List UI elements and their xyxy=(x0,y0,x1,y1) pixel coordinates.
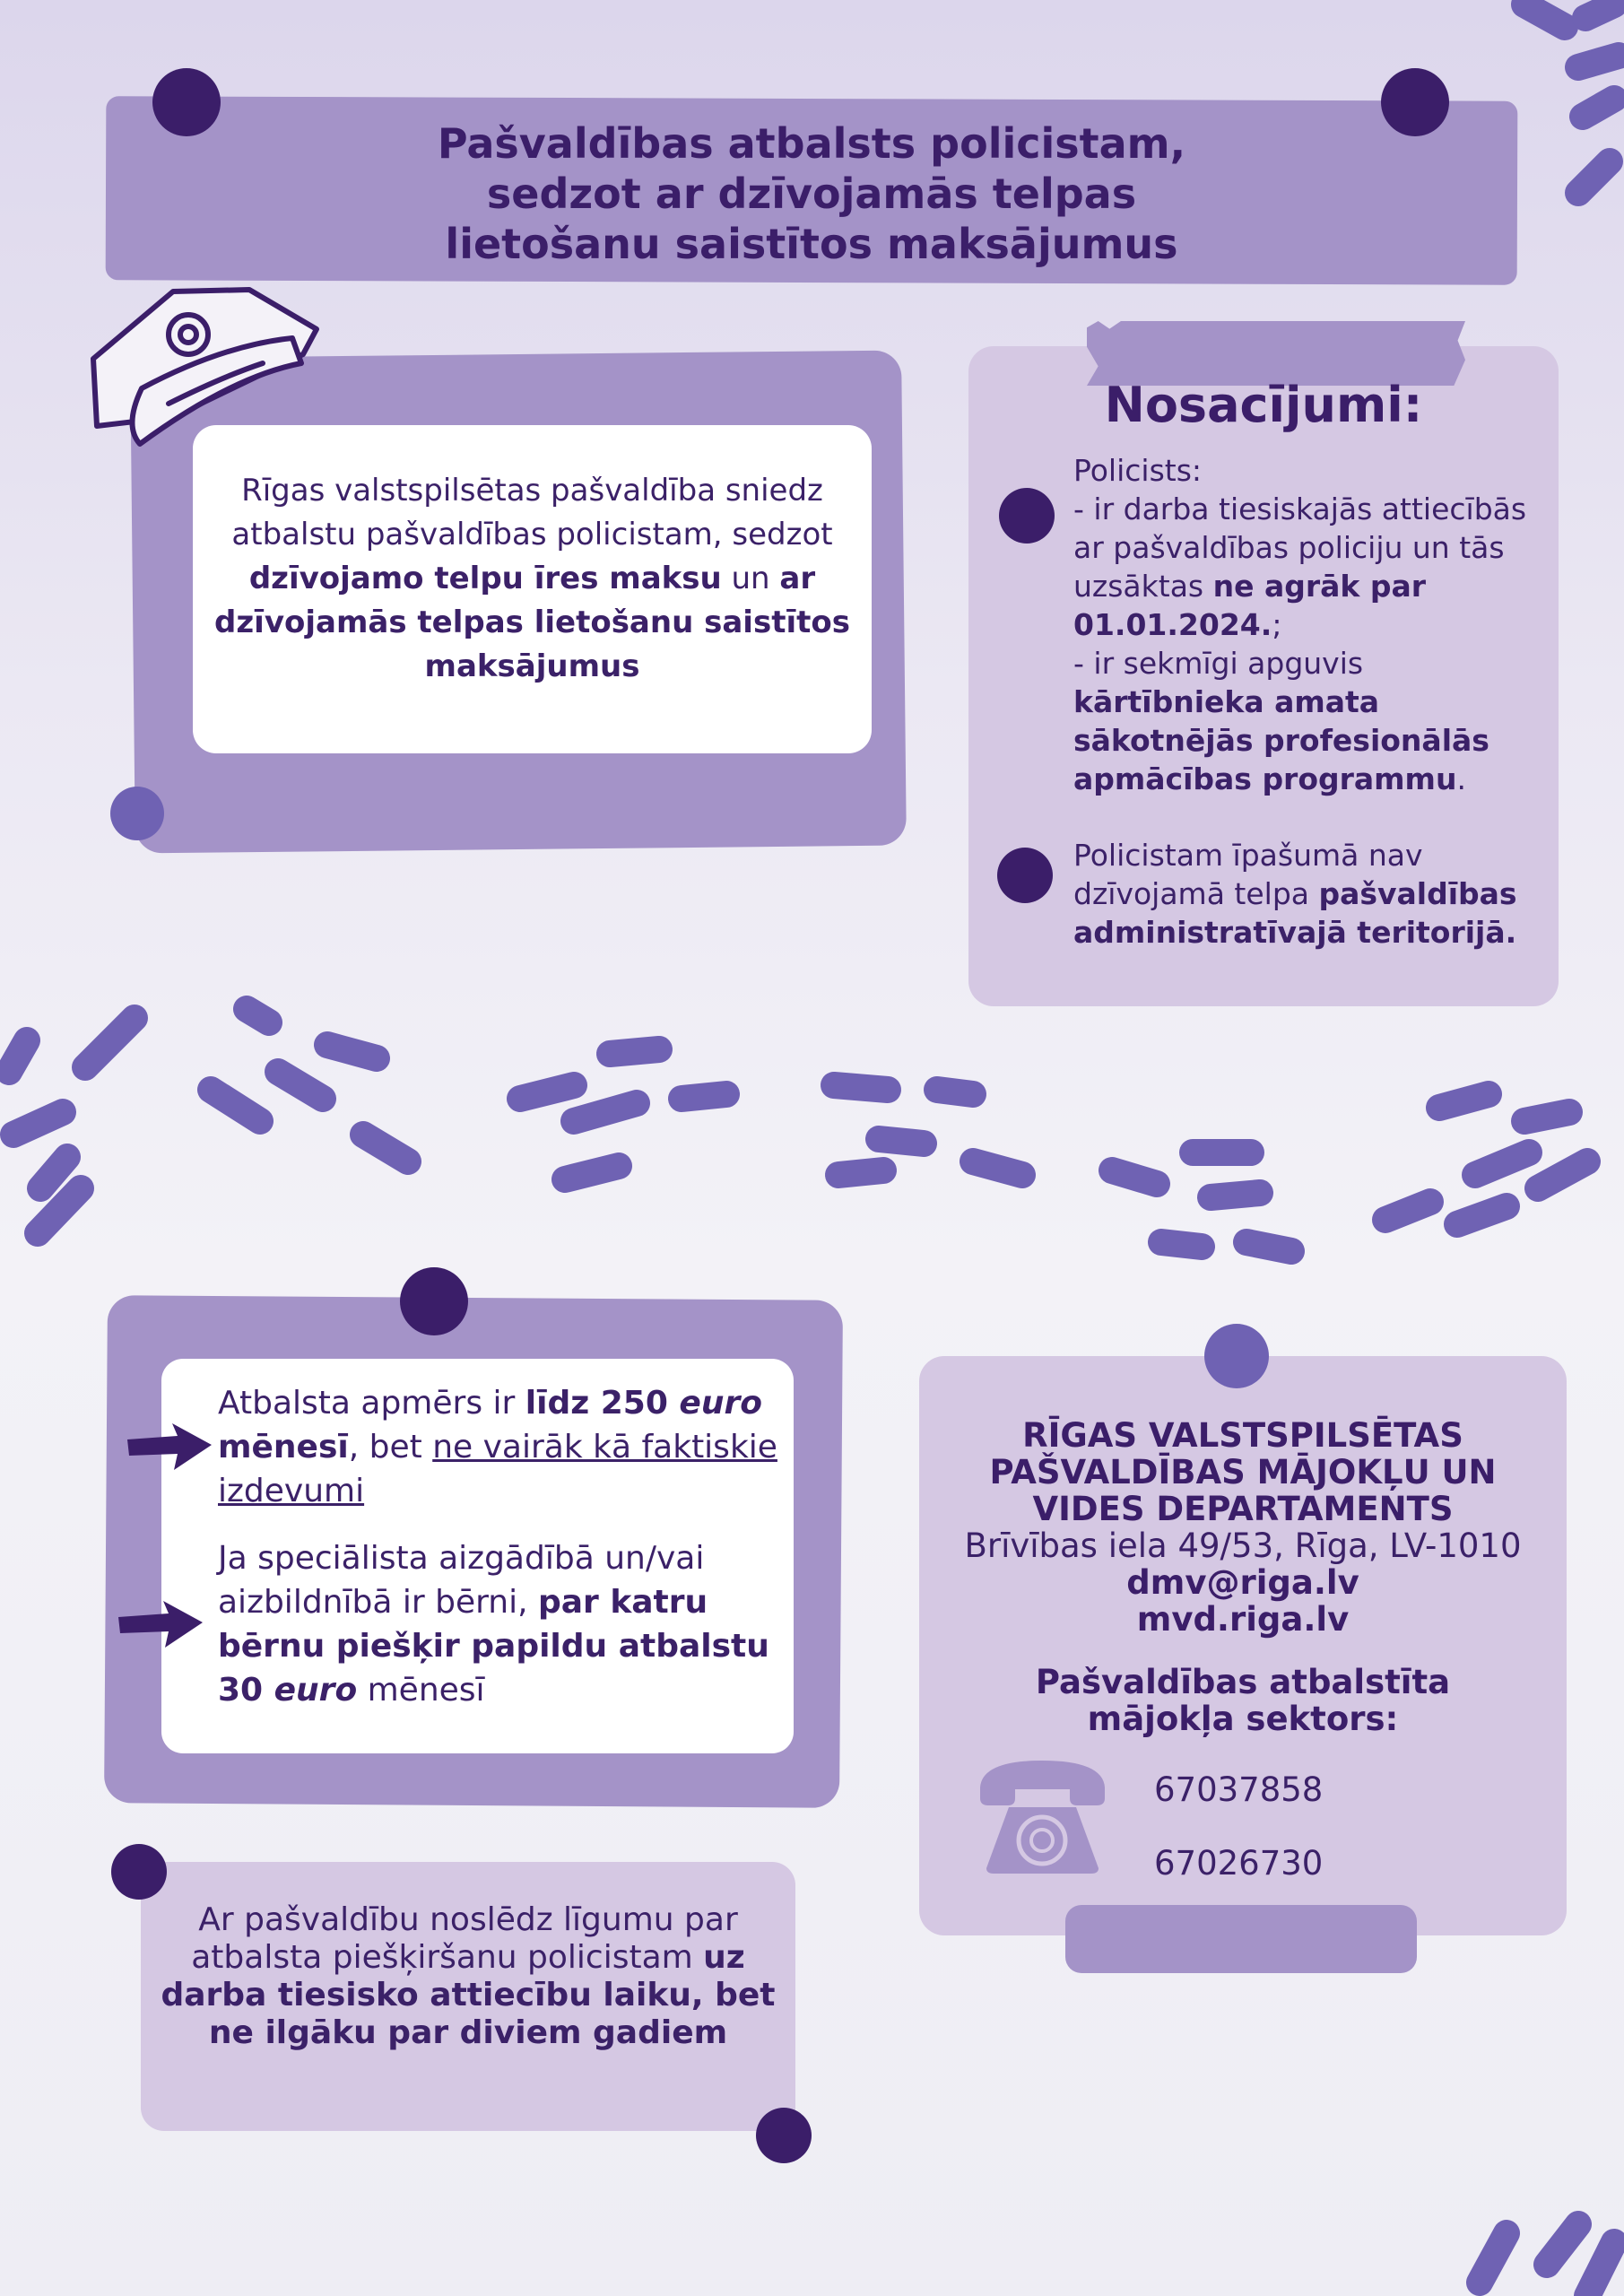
email-link[interactable]: dmv@riga.lv xyxy=(1126,1563,1359,1602)
brush-stroke xyxy=(13,1112,63,1135)
sector-title-line-2: mājokļa sektors: xyxy=(1087,1700,1399,1738)
brush-stroke xyxy=(40,1157,67,1188)
phone-number[interactable]: 67037858 xyxy=(1154,1770,1324,1809)
pin xyxy=(400,1267,468,1335)
amount-text-part: Ja speciālista aizgādībā un/vai aizbildnībā ir bērni, xyxy=(218,1540,705,1621)
brush-stroke xyxy=(1524,4,1565,27)
cond-text-part: ; xyxy=(1272,607,1282,642)
brush-stroke xyxy=(363,1135,408,1161)
police-cap-icon xyxy=(88,283,321,462)
amount-currency: euro xyxy=(679,1385,762,1422)
phone-number[interactable]: 67026730 xyxy=(1154,1844,1324,1883)
brush-stroke xyxy=(1246,1242,1291,1251)
intro-text xyxy=(211,469,854,689)
title-line-3: lietošanu saistītos maksājumus xyxy=(445,220,1178,268)
brush-stroke xyxy=(327,1045,377,1058)
brush-stroke xyxy=(1161,1242,1202,1247)
brush-stroke xyxy=(1524,1112,1569,1121)
cond-text-part: . xyxy=(1456,761,1466,796)
brush-stroke xyxy=(1587,2242,1614,2296)
pin xyxy=(999,488,1055,544)
cond-text-part: - ir darba tiesiskajās attiecībās ar pašvaldības policiju un tās uzsāktas xyxy=(1073,491,1527,604)
brush-stroke xyxy=(211,1090,260,1121)
amount-highlight: par katru bērnu piešķir papildu atbalstu 30 xyxy=(218,1584,769,1709)
amount-text-part: Atbalsta apmērs ir xyxy=(218,1385,525,1422)
brush-stroke xyxy=(1385,1202,1430,1220)
amount-highlight: mēnesī xyxy=(218,1429,349,1465)
contact-card-bar xyxy=(1065,1905,1417,1973)
brush-stroke xyxy=(879,1139,924,1144)
amount-text-part: , bet xyxy=(348,1429,433,1465)
brush-stroke xyxy=(278,1072,323,1099)
org-name-line-3: VIDES DEPARTAMENTS xyxy=(1032,1490,1454,1528)
brush-stroke xyxy=(9,1040,27,1072)
intro-highlight-payments: ar dzīvojamās telpas lietošanu saistītos maksājumus xyxy=(214,561,850,684)
brush-stroke xyxy=(834,1085,888,1090)
cond-highlight-date: ne agrāk par 01.01.2024. xyxy=(1073,569,1427,642)
brush-stroke xyxy=(85,1018,135,1067)
title-line-2: sedzot ar dzīvojamās telpas xyxy=(486,170,1137,218)
pin xyxy=(110,787,164,840)
brush-stroke xyxy=(247,1009,269,1022)
brush-stroke xyxy=(1583,99,1614,117)
org-name-line-1: RĪGAS VALSTSPILSĒTAS xyxy=(1022,1416,1463,1455)
pin xyxy=(1204,1324,1269,1388)
page-title xyxy=(106,118,1517,269)
amount-underline: ne vairāk kā faktiskie izdevumi xyxy=(218,1429,777,1509)
cond-text-part: - ir sekmīgi apguvis xyxy=(1073,646,1364,681)
brush-stroke xyxy=(838,1170,883,1175)
brush-stroke xyxy=(1578,161,1610,193)
intro-text-part: un xyxy=(721,561,780,596)
brush-stroke xyxy=(1475,1152,1529,1175)
contract-highlight: uz darba tiesisko attiecību laiku, bet ne ilgāku par diviem gadiem xyxy=(161,1939,776,2051)
brush-stroke xyxy=(1538,1161,1587,1188)
condition-policist xyxy=(1073,451,1549,798)
brush-stroke xyxy=(1480,2233,1507,2283)
amount-children xyxy=(218,1536,778,1712)
title-line-1: Pašvaldības atbalsts policistam, xyxy=(437,119,1186,168)
telephone-icon xyxy=(973,1753,1112,1874)
brush-stroke xyxy=(973,1161,1022,1175)
brush-stroke xyxy=(937,1090,973,1094)
website-link[interactable]: mvd.riga.lv xyxy=(1136,1600,1350,1639)
brush-stroke xyxy=(1457,1206,1507,1224)
arrow-icon xyxy=(124,1422,213,1472)
brush-stroke xyxy=(1112,1170,1157,1184)
brush-stroke xyxy=(1578,56,1619,67)
brush-stroke xyxy=(520,1085,574,1099)
sector-title xyxy=(933,1664,1553,1737)
conditions-title: Nosacījumi: xyxy=(1104,377,1423,433)
contact-info xyxy=(933,1417,1553,1638)
contract-text-part: Ar pašvaldību noslēdz līgumu par atbalsta piešķiršanu policistam xyxy=(191,1901,738,1976)
intro-highlight-rent: dzīvojamo telpu īres maksu xyxy=(248,561,722,596)
contract-text xyxy=(152,1901,784,2052)
pin xyxy=(111,1844,167,1900)
pin xyxy=(756,2108,812,2163)
sector-title-line-1: Pašvaldības atbalstīta xyxy=(1035,1663,1451,1701)
arrow-icon xyxy=(115,1599,204,1649)
cond-highlight-territory: pašvaldības administratīvajā teritorijā. xyxy=(1073,876,1517,950)
brush-stroke xyxy=(1547,2224,1578,2265)
amount-max xyxy=(218,1381,778,1513)
cond-text-part: Policistam īpašumā nav dzīvojamā telpa xyxy=(1073,838,1423,911)
cond-highlight-program: kārtībnieka amata sākotnējās profesionālās apmācības programmu xyxy=(1073,684,1489,796)
brush-stroke xyxy=(682,1094,726,1099)
brush-stroke xyxy=(1585,4,1614,18)
brush-stroke xyxy=(610,1049,659,1054)
address: Brīvības iela 49/53, Rīga, LV-1010 xyxy=(964,1526,1522,1565)
brush-stroke xyxy=(574,1103,637,1121)
amount-highlight: līdz 250 xyxy=(525,1385,680,1422)
condition-property xyxy=(1073,836,1549,952)
brush-stroke xyxy=(1439,1094,1489,1108)
amount-text-part: mēnesī xyxy=(357,1672,485,1709)
org-name-line-2: PAŠVALDĪBAS MĀJOKĻU UN xyxy=(989,1453,1497,1492)
intro-text-part: Rīgas valstspilsētas pašvaldība sniedz atbalstu pašvaldības policistam, sedzot xyxy=(231,473,833,552)
pin xyxy=(997,848,1053,903)
brush-stroke xyxy=(1211,1193,1260,1197)
brush-stroke xyxy=(565,1166,619,1179)
cond-text-part: Policists: xyxy=(1073,453,1203,488)
amount-currency: euro xyxy=(274,1672,358,1709)
